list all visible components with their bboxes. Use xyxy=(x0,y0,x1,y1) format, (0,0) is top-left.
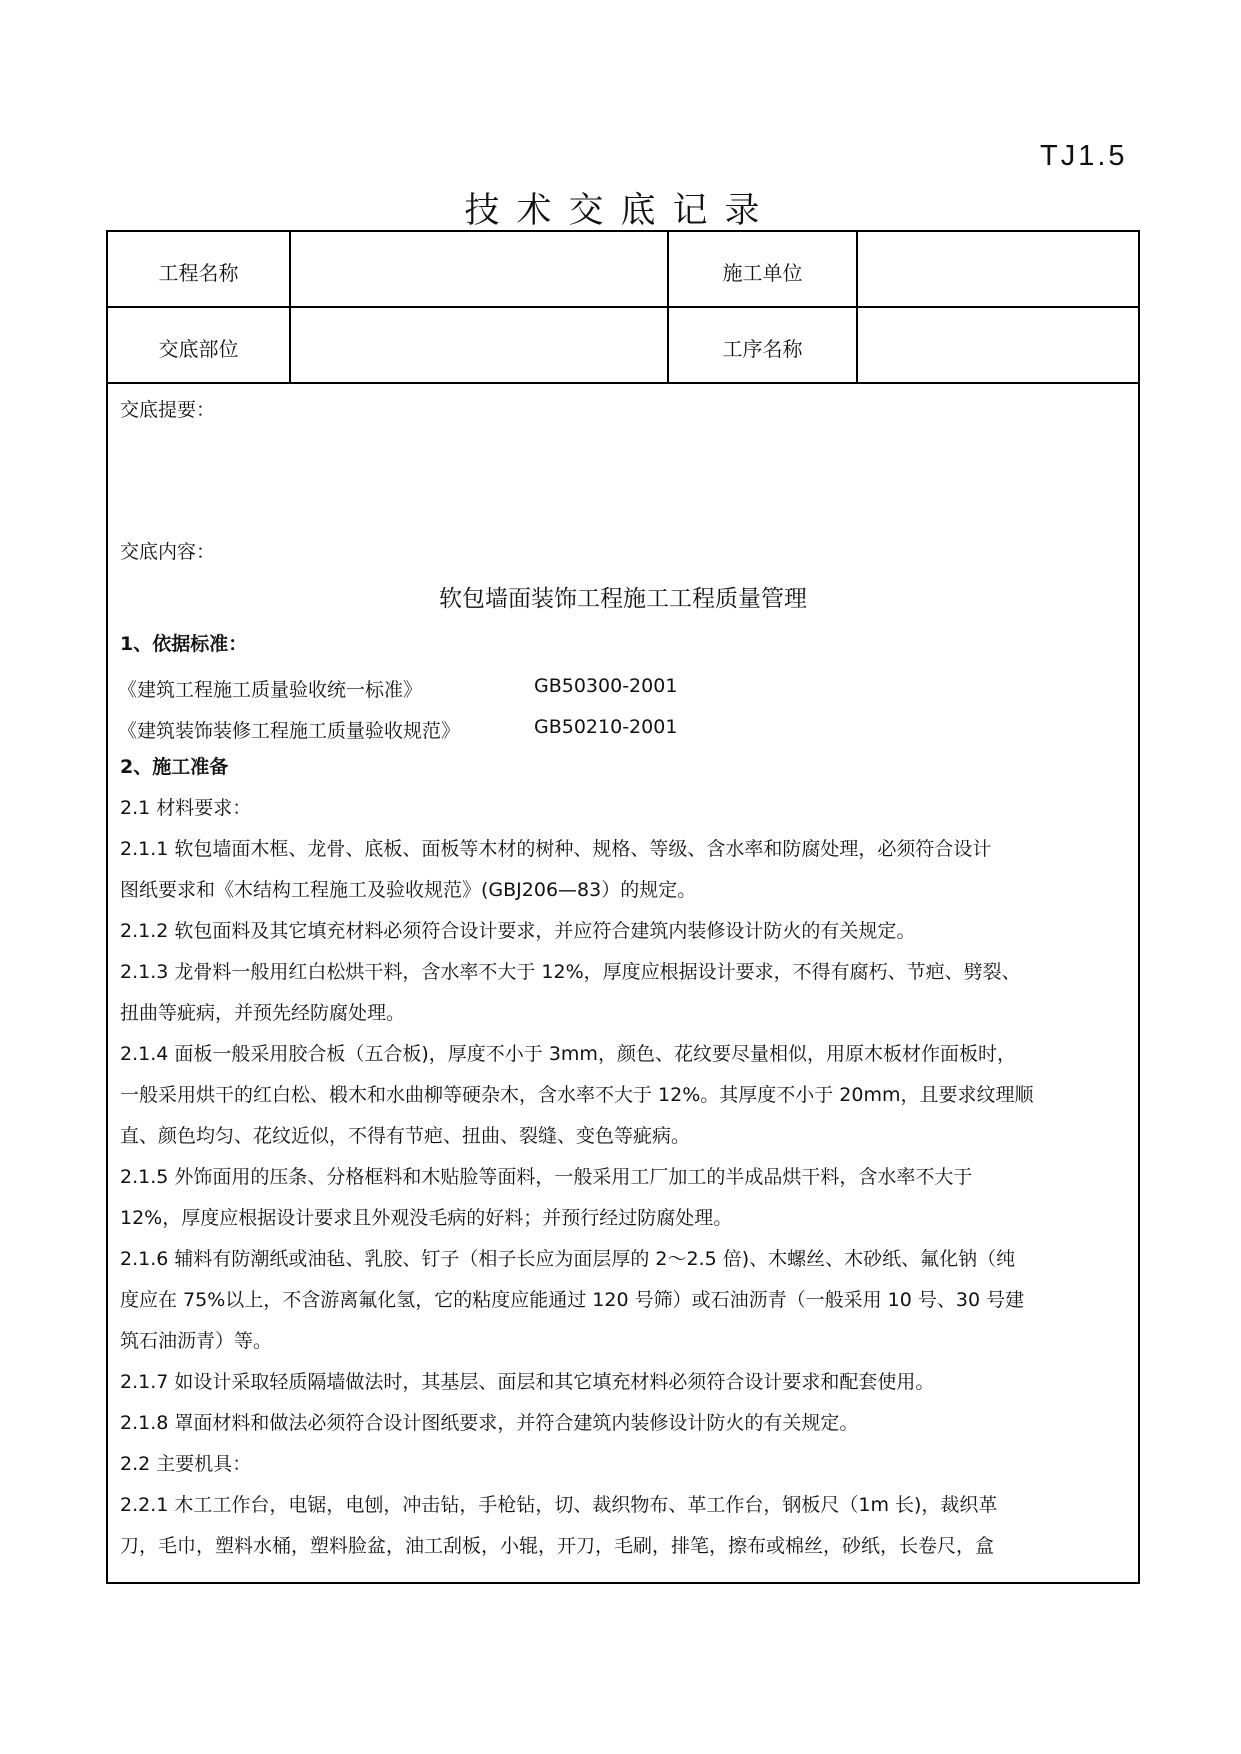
content-label: 交底内容： xyxy=(120,541,216,563)
section-heading: 1、依据标准： xyxy=(120,633,248,655)
body-line: 2.1.7 如设计采取轻质隔墙做法时，其基层、面层和其它填充材料必须符合设计要求和配套使用。 xyxy=(120,1371,935,1393)
form-code: TJ1.5 xyxy=(1040,140,1128,172)
standard-name: 《建筑工程施工质量验收统一标准》 xyxy=(118,679,423,701)
row-divider xyxy=(108,382,1138,384)
location-label: 交底部位 xyxy=(158,337,239,361)
summary-label: 交底提要： xyxy=(120,399,216,421)
body-line: 2.1.5 外饰面用的压条、分格框料和木贴脸等面料，一般采用工厂加工的半成品烘干料，含水率不大于 xyxy=(120,1166,973,1188)
row-divider xyxy=(108,306,1138,308)
body-line: 2.1.1 软包墙面木框、龙骨、底板、面板等木材的树种、规格、等级、含水率和防腐处理，必须符合设计 xyxy=(120,838,992,860)
record-sheet xyxy=(106,230,1140,1584)
body-line: 2.1.4 面板一般采用胶合板（五合板)，厚度不小于 3mm，颜色、花纹要尽量相似，用原木板材作面板时， xyxy=(120,1043,1016,1065)
project-name-label: 工程名称 xyxy=(158,261,239,285)
body-line: 2.1.6 辅料有防潮纸或油毡、乳胶、钉子（相子长应为面层厚的 2～2.5 倍)、木螺丝、木砂纸、氟化钠（纯 xyxy=(120,1248,1016,1270)
body-line: 2.1.8 罩面材料和做法必须符合设计图纸要求，并符合建筑内装修设计防火的有关规定。 xyxy=(120,1412,859,1434)
body-line: 刀，毛巾，塑料水桶，塑料脸盆，油工刮板，小辊，开刀，毛刷，排笔，擦布或棉丝，砂纸，长卷尺，盒 xyxy=(120,1535,995,1557)
body-line: 图纸要求和《木结构工程施工及验收规范》(GBJ206—83）的规定。 xyxy=(120,879,697,901)
body-line: 一般采用烘干的红白松、椴木和水曲柳等硬杂木，含水率不大于 12%。其厚度不小于 20mm，且要求纹理顺 xyxy=(120,1084,1034,1106)
content-title: 软包墙面装饰工程施工工程质量管理 xyxy=(439,586,807,612)
body-line: 2.1.2 软包面料及其它填充材料必须符合设计要求，并应符合建筑内装修设计防火的有关规定。 xyxy=(120,920,916,942)
body-line: 2.1 材料要求： xyxy=(120,797,252,819)
body-line: 直、颜色均匀、花纹近似，不得有节疤、扭曲、裂缝、变色等疵病。 xyxy=(120,1125,691,1147)
body-line: 12%，厚度应根据设计要求且外观没毛病的好料；并预行经过防腐处理。 xyxy=(120,1207,733,1229)
column-divider xyxy=(856,232,858,382)
body-line: 度应在 75%以上，不含游离氟化氢，它的粘度应能通过 120 号筛）或石油沥青（一般采用 10 号、30 号建 xyxy=(120,1289,1025,1311)
body-line: 2.2 主要机具： xyxy=(120,1453,252,1475)
body-line: 2.1.3 龙骨料一般用红白松烘干料，含水率不大于 12%，厚度应根据设计要求，不得有腐朽、节疤、劈裂、 xyxy=(120,961,1021,983)
body-line: 扭曲等疵病，并预先经防腐处理。 xyxy=(120,1002,406,1024)
section-heading: 2、施工准备 xyxy=(120,756,229,778)
document-title: 技术交底记录 xyxy=(464,191,777,231)
construction-unit-label: 施工单位 xyxy=(722,261,803,285)
body-line: 筑石油沥青）等。 xyxy=(120,1330,273,1352)
standard-name: 《建筑装饰装修工程施工质量验收规范》 xyxy=(118,720,461,742)
process-name-label: 工序名称 xyxy=(722,337,803,361)
column-divider xyxy=(289,232,291,382)
standard-code: GB50300-2001 xyxy=(534,675,678,697)
body-line: 2.2.1 木工工作台，电锯，电刨，冲击钻，手枪钻，切、裁织物布、革工作台，钢板尺（1m 长)，裁织革 xyxy=(120,1494,998,1516)
standard-code: GB50210-2001 xyxy=(534,716,678,738)
